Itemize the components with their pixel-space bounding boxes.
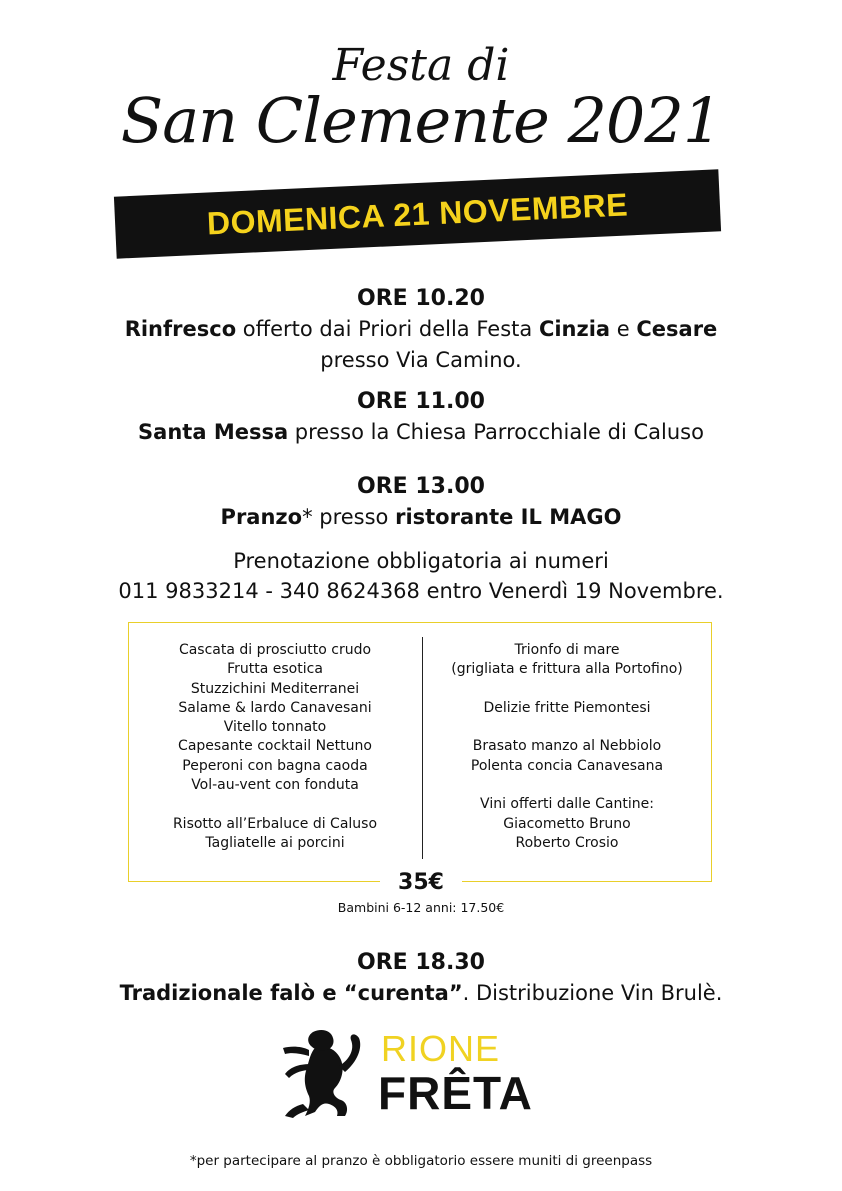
event-text: offerto dai Priori della Festa xyxy=(236,317,539,341)
menu-item xyxy=(421,718,713,737)
booking-phone-line: 011 9833214 - 340 8624368 entro Venerdì 19 Novembre. xyxy=(118,579,724,603)
date-banner xyxy=(114,169,721,258)
menu-item: Salame & lardo Canavesani xyxy=(178,699,372,716)
event-time: ORE 18.30 xyxy=(357,950,485,975)
menu-item xyxy=(129,795,421,814)
menu-item: Capesante cocktail Nettuno xyxy=(178,738,372,755)
event-text: presso la Chiesa Parrocchiale di Caluso xyxy=(288,420,704,444)
event-item: Pranzo xyxy=(220,505,303,529)
rione-freta-logo xyxy=(275,1026,575,1122)
event-description xyxy=(0,417,842,448)
event-description xyxy=(0,978,842,1009)
menu-item: Peperoni con bagna caoda xyxy=(182,757,368,774)
event-time: ORE 11.00 xyxy=(357,389,485,414)
menu-item: Giacometto Bruno xyxy=(503,815,631,832)
event-text-and: e xyxy=(610,317,637,341)
kids-price: Bambini 6-12 anni: 17.50€ xyxy=(337,900,505,915)
event-text: * presso xyxy=(302,505,396,529)
menu-item xyxy=(421,680,713,699)
booking-line-1: Prenotazione obbligatoria ai numeri xyxy=(233,549,609,573)
event-place: presso Via Camino. xyxy=(320,348,522,372)
menu-item: Roberto Crosio xyxy=(515,834,619,851)
priore-name-1: Cinzia xyxy=(538,317,611,341)
booking-info xyxy=(0,546,842,606)
event-1020 xyxy=(0,284,842,376)
greenpass-footnote: *per partecipare al pranzo è obbligatorio essere muniti di greenpass xyxy=(189,1153,653,1169)
menu-item: Vol-au-vent con fonduta xyxy=(191,777,359,794)
rampant-lion-icon xyxy=(275,1026,371,1122)
menu-item: (grigliata e frittura alla Portofino) xyxy=(451,661,683,678)
title-festa-di: Festa di xyxy=(332,40,510,91)
event-description xyxy=(0,314,842,345)
menu-item xyxy=(421,776,713,795)
event-text: . Distribuzione Vin Brulè. xyxy=(462,981,723,1005)
menu-column-right xyxy=(421,641,713,853)
event-item: Rinfresco xyxy=(124,317,237,341)
menu-column-left xyxy=(129,641,421,853)
menu-item: Risotto all’Erbaluce di Caluso xyxy=(172,815,378,832)
menu-item: Vini offerti dalle Cantine: xyxy=(480,796,654,813)
menu-item: Stuzzichini Mediterranei xyxy=(190,680,360,697)
menu-box xyxy=(128,622,712,882)
menu-item: Delizie fritte Piemontesi xyxy=(483,699,651,716)
logo-rione-text: RIONE xyxy=(381,1028,501,1069)
menu-item: Cascata di prosciutto crudo xyxy=(178,642,372,658)
event-item: Santa Messa xyxy=(138,420,289,444)
menu-item: Frutta esotica xyxy=(227,661,323,678)
priore-name-2: Cesare xyxy=(636,317,718,341)
menu-price: 35€ xyxy=(380,869,462,897)
menu-item: Polenta concia Canavesana xyxy=(470,757,664,774)
date-text: DOMENICA 21 NOVEMBRE xyxy=(206,185,629,242)
menu-item: Trionfo di mare xyxy=(514,642,620,658)
menu-item: Vitello tonnato xyxy=(223,719,327,736)
event-1300 xyxy=(0,472,842,533)
title-san-clemente: San Clemente 2021 xyxy=(120,84,722,157)
event-time: ORE 10.20 xyxy=(357,286,485,311)
event-1100 xyxy=(0,387,842,448)
menu-item: Tagliatelle ai porcini xyxy=(205,834,345,851)
menu-item: Brasato manzo al Nebbiolo xyxy=(472,738,662,755)
event-time: ORE 13.00 xyxy=(357,474,485,499)
event-venue: ristorante IL MAGO xyxy=(395,505,622,529)
event-1830 xyxy=(0,948,842,1009)
event-item: Tradizionale falò e “curenta” xyxy=(119,981,463,1005)
logo-freta-text: FRÊTA xyxy=(378,1067,533,1119)
event-description xyxy=(0,502,842,533)
